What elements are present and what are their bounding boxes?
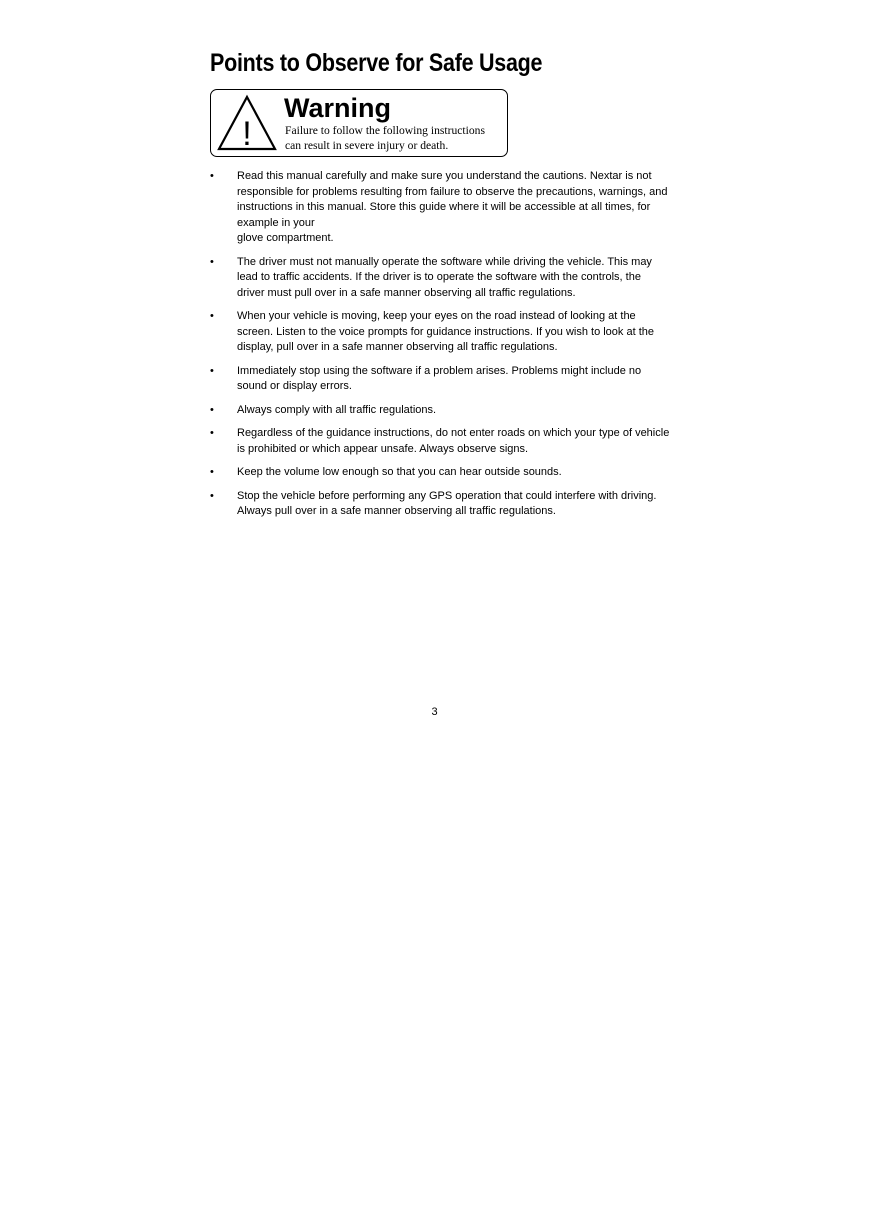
list-item-text: Read this manual carefully and make sure you understand the cautions. Nextar is not responsible for problems resulting from failure to observe the precautions, warnings, and instructions in this manual. Store this guide where it will be accessible at all times, for example in your glove compartment. [237,170,668,244]
warning-callout [210,89,508,157]
bullet-icon: • [210,364,214,377]
warning-triangle-icon [216,94,278,152]
list-item-text: Always comply with all traffic regulations. [237,403,437,416]
safety-instructions-list [210,169,670,528]
list-item [210,364,670,395]
page-number: 3 [431,706,438,718]
bullet-icon: • [210,170,214,182]
bullet-icon: • [210,427,214,439]
list-item-text: When your vehicle is moving, keep your eyes on the road instead of looking at the screen. Listen to the voice prompts for guidance instructions. If you wish to look at the display, pull over in a safe manner observing all traffic regulations. [237,310,654,353]
list-item [210,426,670,457]
warning-message-line: can result in severe injury or death. [285,139,449,152]
bullet-icon: • [210,466,214,478]
bullet-icon: • [210,310,214,322]
bullet-icon: • [210,489,214,502]
warning-title: Warning [284,93,391,123]
warning-icon-glyph: ! [242,115,252,152]
warning-message [285,123,507,153]
list-item [210,403,670,419]
list-item-text: Regardless of the guidance instructions, do not enter roads on which your type of vehicle is prohibited or which appear unsafe. Always observe signs. [237,427,670,455]
list-item [210,489,670,520]
bullet-icon: • [210,255,214,268]
list-item-text: Stop the vehicle before performing any GPS operation that could interfere with driving. Always pull over in a safe manner observing all traffic regulations. [237,489,657,517]
list-item [210,465,670,481]
list-item [210,169,670,247]
list-item-text: The driver must not manually operate the software while driving the vehicle. This may lead to traffic accidents. If the driver is to operate the software with the controls, the driver must pull over in a safe manner observing all traffic regulations. [237,255,652,299]
bullet-icon: • [210,403,214,416]
list-item [210,255,670,302]
list-item [210,309,670,356]
list-item-text: Immediately stop using the software if a problem arises. Problems might include no sound or display errors. [237,364,642,392]
warning-message-line: Failure to follow the following instructions [285,124,485,137]
list-item-text: Keep the volume low enough so that you can hear outside sounds. [237,466,562,478]
page-title: Points to Observe for Safe Usage [210,49,543,77]
